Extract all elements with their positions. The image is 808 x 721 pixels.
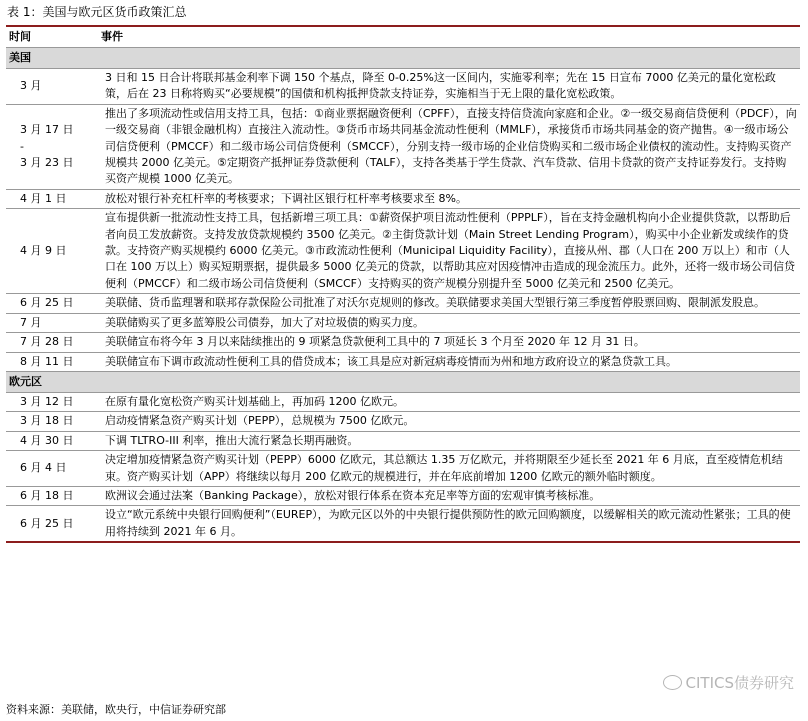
table-row xyxy=(6,104,800,189)
table-body xyxy=(6,48,800,543)
table-row xyxy=(6,333,800,352)
source-note: 资料来源：美联储，欧央行，中信证券研究部 xyxy=(6,703,226,716)
table-row xyxy=(6,486,800,505)
row-event: 宣布提供新一批流动性支持工具，包括新增三项工具：①薪资保护项目流动性便利（PPPLF），旨在支持金融机构向小企业提供贷款，以帮助后者向员工发放薪资。支持发放贷款规模约 3500 亿美元。②主街贷款计划（Main Street Lending Program），购买中小企业新发或续作的贷款。支持资产购买规模约 6000 亿美元。③市政流动性便利（Municipal Liquidity Facility），直接从州、郡（人口在 200 万以上）和市（人口在 100 万以上）购买短期票据，提供最多 5000 亿美元的贷款，以帮助其应对因疫情冲击造成的现金流压力。此外，还将一级市场公司信贷便利（PMCCF）和二级市场公司信贷便利（SMCCF）支持购买的资产规模分别提升至 5000 亿美元和 2500 亿美元。 xyxy=(98,209,800,294)
table-row xyxy=(6,69,800,105)
wechat-icon xyxy=(663,675,682,690)
table-row xyxy=(6,451,800,487)
row-date: 8 月 11 日 xyxy=(6,352,98,371)
row-event: 美联储宣布将今年 3 月以来陆续推出的 9 项紧急贷款便利工具中的 7 项延长 3 个月至 2020 年 12 月 31 日。 xyxy=(98,333,800,352)
table-row xyxy=(6,209,800,294)
row-event: 欧洲议会通过法案（Banking Package），放松对银行体系在资本充足率等方面的宏观审慎考核标准。 xyxy=(98,486,800,505)
table-row xyxy=(6,352,800,371)
table-row xyxy=(6,506,800,542)
table-header-row xyxy=(6,26,800,48)
table-row xyxy=(6,412,800,431)
row-date: 3 月 17 日 - 3 月 23 日 xyxy=(6,104,98,189)
header-time: 时间 xyxy=(6,26,98,48)
row-date: 6 月 4 日 xyxy=(6,451,98,487)
section-row xyxy=(6,48,800,69)
row-date: 6 月 25 日 xyxy=(6,506,98,542)
table-row xyxy=(6,392,800,411)
row-date: 6 月 18 日 xyxy=(6,486,98,505)
table-row xyxy=(6,189,800,208)
section-name: 美国 xyxy=(6,48,800,69)
watermark-text: CITICS债券研究 xyxy=(685,674,794,692)
row-date: 6 月 25 日 xyxy=(6,294,98,313)
table-title: 表 1：美国与欧元区货币政策汇总 xyxy=(7,5,187,19)
row-event: 推出了多项流动性或信用支持工具，包括：①商业票据融资便利（CPFF），直接支持信贷流向家庭和企业。②一级交易商信贷便利（PDCF），向一级交易商（非银金融机构）直接注入流动性。③货币市场共同基金流动性便利（MMLF），承接货币市场共同基金的资产抛售。④一级市场公司信贷便利（PMCCF）和二级市场公司信贷便利（SMCCF），分别支持一级市场的企业信贷购买和二级市场企业债权的流动性。支持购买资产规模共 2000 亿美元。⑤定期资产抵押证券贷款便利（TALF），支持各类基于学生贷款、汽车贷款、信用卡贷款的资产支持证券发行。支持购买资产规模 1000 亿美元。 xyxy=(98,104,800,189)
row-date: 3 月 xyxy=(6,69,98,105)
row-date: 3 月 12 日 xyxy=(6,392,98,411)
table-row xyxy=(6,313,800,332)
row-date: 7 月 28 日 xyxy=(6,333,98,352)
section-row xyxy=(6,371,800,392)
header-event: 事件 xyxy=(98,26,800,48)
row-event: 下调 TLTRO-III 利率，推出大流行紧急长期再融资。 xyxy=(98,431,800,450)
row-event: 美联储、货币监理署和联邦存款保险公司批准了对沃尔克规则的修改。美联储要求美国大型银行第三季度暂停股票回购、限制派发股息。 xyxy=(98,294,800,313)
row-event: 放松对银行补充杠杆率的考核要求；下调社区银行杠杆率考核要求至 8%。 xyxy=(98,189,800,208)
policy-table xyxy=(6,25,800,543)
watermark xyxy=(663,672,794,693)
row-event: 3 日和 15 日合计将联邦基金利率下调 150 个基点，降至 0-0.25%这一区间内，实施零利率；先在 15 日宣布 7000 亿美元的量化宽松政策，后在 23 日称将购买“必要规模”的国债和机构抵押贷款支持证券，实施相当于无上限的量化宽松政策。 xyxy=(98,69,800,105)
row-event: 在原有量化宽松资产购买计划基础上，再加码 1200 亿欧元。 xyxy=(98,392,800,411)
row-date: 4 月 30 日 xyxy=(6,431,98,450)
row-event: 美联储购买了更多蓝筹股公司债券，加大了对垃圾债的购买力度。 xyxy=(98,313,800,332)
row-date: 3 月 18 日 xyxy=(6,412,98,431)
row-event: 启动疫情紧急资产购买计划（PEPP），总规模为 7500 亿欧元。 xyxy=(98,412,800,431)
table-row xyxy=(6,294,800,313)
table-row xyxy=(6,431,800,450)
row-event: 决定增加疫情紧急资产购买计划（PEPP）6000 亿欧元，其总额达 1.35 万亿欧元，并将期限至少延长至 2021 年 6 月底，直至疫情危机结束。资产购买计划（APP）将继续以每月 200 亿欧元的规模进行，并在年底前增加 1200 亿欧元的额外临时额度。 xyxy=(98,451,800,487)
row-date: 4 月 9 日 xyxy=(6,209,98,294)
row-event: 设立“欧元系统中央银行回购便利”（EUREP），为欧元区以外的中央银行提供预防性的欧元回购额度，以缓解相关的欧元流动性紧张；工具的使用将持续到 2021 年 6 月。 xyxy=(98,506,800,542)
section-name: 欧元区 xyxy=(6,371,800,392)
row-event: 美联储宣布下调市政流动性便利工具的借贷成本；该工具是应对新冠病毒疫情而为州和地方政府设立的紧急贷款工具。 xyxy=(98,352,800,371)
row-date: 7 月 xyxy=(6,313,98,332)
row-date: 4 月 1 日 xyxy=(6,189,98,208)
